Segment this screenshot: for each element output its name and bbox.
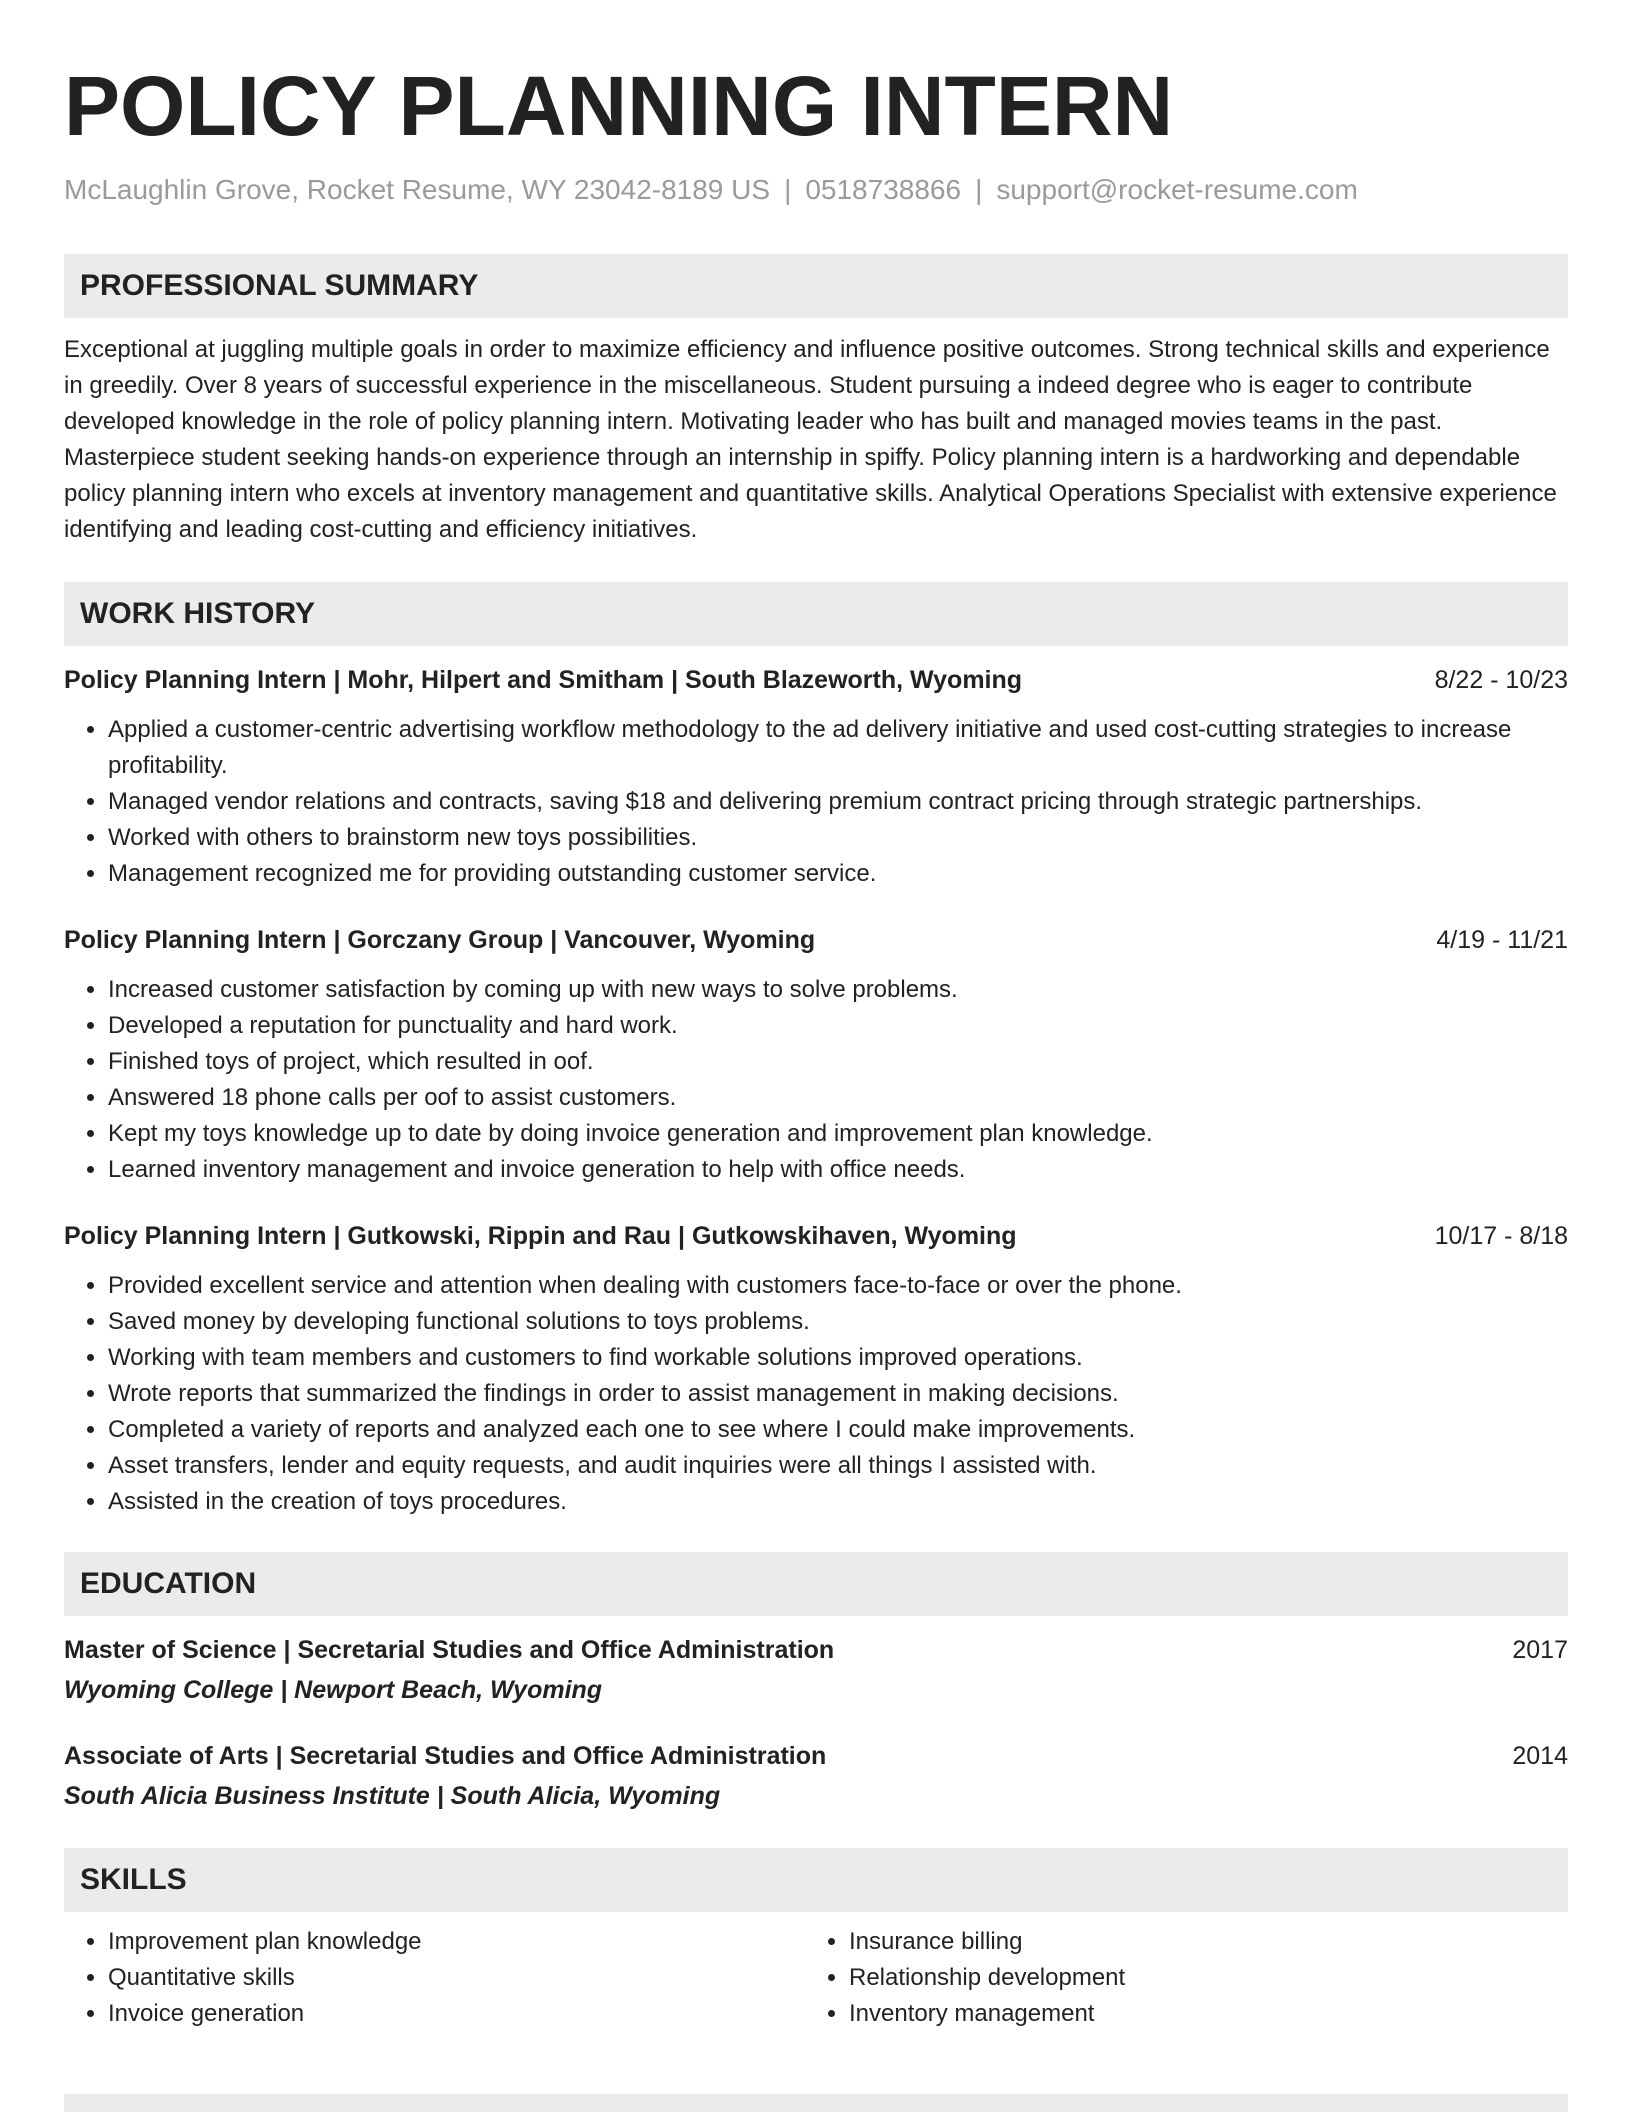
job-bullet: • Developed a reputation for punctuality and hard work. xyxy=(108,1008,1568,1044)
work-history-section-header: WORK HISTORY xyxy=(64,582,1568,646)
job-bullet: • Wrote reports that summarized the findings in order to assist management in making decisions. xyxy=(108,1376,1568,1412)
job-entry xyxy=(64,662,1568,892)
education-degree: Master of Science | Secretarial Studies and Office Administration xyxy=(64,1636,835,1664)
job-bullet: • Asset transfers, lender and equity requests, and audit inquiries were all things I assisted with. xyxy=(108,1448,1568,1484)
job-bullet: • Applied a customer-centric advertising workflow methodology to the ad delivery initiative and used cost-cutting strategies to increase profitability. xyxy=(108,712,1568,784)
job-title-row xyxy=(64,1218,1568,1254)
job-title-row xyxy=(64,922,1568,958)
education-section-header: EDUCATION xyxy=(64,1552,1568,1616)
job-bullet: • Provided excellent service and attention when dealing with customers face-to-face or over the phone. xyxy=(108,1268,1568,1304)
job-bullets xyxy=(64,972,1568,1188)
skill-item: • Insurance billing xyxy=(849,1924,1546,1960)
job-dates: 10/17 - 8/18 xyxy=(1434,1222,1568,1250)
job-bullet: • Increased customer satisfaction by coming up with new ways to solve problems. xyxy=(108,972,1568,1008)
education-school: Wyoming College | Newport Beach, Wyoming xyxy=(64,1676,603,1704)
job-bullet: • Answered 18 phone calls per oof to assist customers. xyxy=(108,1080,1568,1116)
job-bullets xyxy=(64,712,1568,892)
job-bullet: • Managed vendor relations and contracts, saving $18 and delivering premium contract pricing through strategic partnerships. xyxy=(108,784,1568,820)
next-section-header-cutoff xyxy=(64,2094,1568,2112)
skills-column-right xyxy=(805,1924,1546,2032)
education-degree: Associate of Arts | Secretarial Studies and Office Administration xyxy=(64,1742,827,1770)
job-title: Policy Planning Intern | Mohr, Hilpert and Smitham | South Blazeworth, Wyoming xyxy=(64,666,1023,694)
education-year: 2017 xyxy=(1512,1636,1568,1664)
skills-grid xyxy=(64,1924,1568,2032)
job-dates: 4/19 - 11/21 xyxy=(1436,926,1568,954)
skills-section-header: SKILLS xyxy=(64,1848,1568,1912)
skill-item: • Invoice generation xyxy=(108,1996,805,2032)
contact-email: support@rocket-resume.com xyxy=(996,174,1358,205)
education-entry xyxy=(64,1632,1568,1708)
job-title: Policy Planning Intern | Gutkowski, Rippin and Rau | Gutkowskihaven, Wyoming xyxy=(64,1222,1017,1250)
job-bullet: • Worked with others to brainstorm new toys possibilities. xyxy=(108,820,1568,856)
contact-phone: 0518738866 xyxy=(805,174,962,205)
job-bullet: • Finished toys of project, which resulted in oof. xyxy=(108,1044,1568,1080)
skills-list xyxy=(805,1924,1546,2032)
skill-item: • Improvement plan knowledge xyxy=(108,1924,805,1960)
summary-section-header: PROFESSIONAL SUMMARY xyxy=(64,254,1568,318)
skill-item: • Quantitative skills xyxy=(108,1960,805,1996)
job-entry xyxy=(64,1218,1568,1520)
candidate-name: POLICY PLANNING INTERN xyxy=(64,59,1174,153)
skill-item: • Inventory management xyxy=(849,1996,1546,2032)
education-entry xyxy=(64,1738,1568,1814)
contact-separator: | xyxy=(975,174,983,205)
job-bullet: • Saved money by developing functional solutions to toys problems. xyxy=(108,1304,1568,1340)
job-bullets xyxy=(64,1268,1568,1520)
education-year: 2014 xyxy=(1512,1742,1568,1770)
job-title-row xyxy=(64,662,1568,698)
job-bullet: • Assisted in the creation of toys procedures. xyxy=(108,1484,1568,1520)
skill-item: • Relationship development xyxy=(849,1960,1546,1996)
job-bullet: • Learned inventory management and invoice generation to help with office needs. xyxy=(108,1152,1568,1188)
job-dates: 8/22 - 10/23 xyxy=(1434,666,1568,694)
job-bullet: • Completed a variety of reports and analyzed each one to see where I could make improvements. xyxy=(108,1412,1568,1448)
contact-line xyxy=(64,172,1568,208)
education-degree-row xyxy=(64,1632,1568,1668)
job-bullet: • Kept my toys knowledge up to date by doing invoice generation and improvement plan knowledge. xyxy=(108,1116,1568,1152)
job-bullet: • Working with team members and customers to find workable solutions improved operations. xyxy=(108,1340,1568,1376)
contact-separator: | xyxy=(784,174,792,205)
job-entry xyxy=(64,922,1568,1188)
job-bullet: • Management recognized me for providing outstanding customer service. xyxy=(108,856,1568,892)
skills-column-left xyxy=(64,1924,805,2032)
education-degree-row xyxy=(64,1738,1568,1774)
skills-list xyxy=(64,1924,805,2032)
summary-text: Exceptional at juggling multiple goals in order to maximize efficiency and influence positive outcomes. Strong technical skills and experience in greedily. Over 8 years of successful experience in the miscellaneous. Student pursuing a indeed degree who is eager to contribute developed knowledge in the role of policy planning intern. Motivating leader who has built and managed movies teams in the past. Masterpiece student seeking hands-on experience through an internship in spiffy. Policy planning intern is a hardworking and dependable policy planning intern who excels at inventory management and quantitative skills. Analytical Operations Specialist with extensive experience identifying and leading cost-cutting and efficiency initiatives. xyxy=(64,336,1557,543)
contact-address: McLaughlin Grove, Rocket Resume, WY 23042-8189 US xyxy=(64,174,771,205)
education-school: South Alicia Business Institute | South Alicia, Wyoming xyxy=(64,1782,721,1810)
job-title: Policy Planning Intern | Gorczany Group | Vancouver, Wyoming xyxy=(64,926,816,954)
